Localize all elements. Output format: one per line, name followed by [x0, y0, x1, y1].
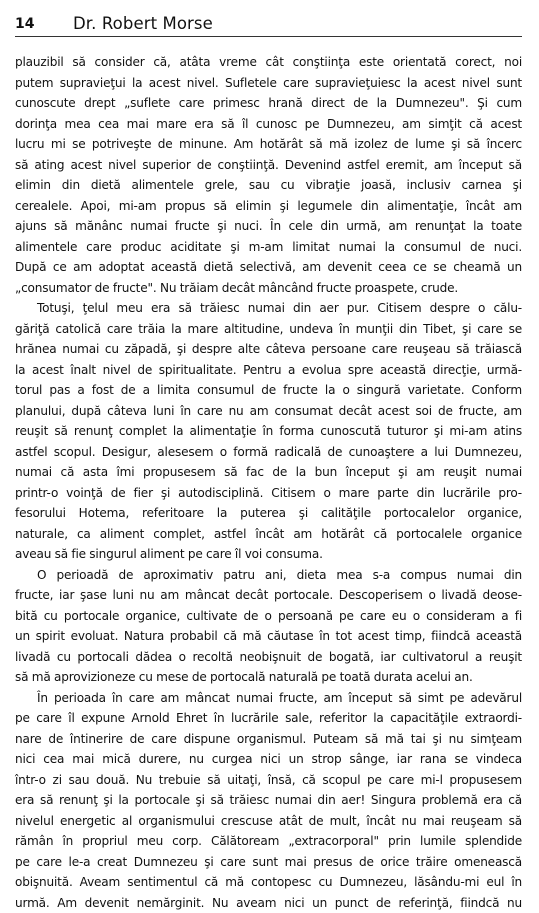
text-line: După ce am adoptat această dietă selectivă, am devenit ceea ce se cheamă un: [15, 257, 522, 278]
text-line: la acest înalt nivel de spiritualitate. Pentru a evolua spre această direcţie, urmă-: [15, 360, 522, 381]
text-line: reuşit să renunţ complet la alimentaţie în forma cunoscută tuturor şi mi-am atins: [15, 421, 522, 442]
text-line: dorinţa mea cea mai mare era să îl cunosc pe Dumnezeu, am simţit că acest: [15, 114, 522, 135]
text-line: într-o zi sau două. Nu trebuie să uitaţi, însă, că scopul pe care mi-l propusesem: [15, 770, 522, 791]
text-line: să ating acest nivel superior de conştiinţă. Devenind astfel eremit, am început să: [15, 155, 522, 176]
text-line: să mă aprovizioneze cu mese de portocală naturală pe toată durata acelui an.: [15, 667, 522, 688]
text-line: cunoscute drept „suflete care primesc hrană direct de la Dumnezeu". Şi cum: [15, 93, 522, 114]
paragraph-1: [15, 52, 522, 298]
text-line: cerealele. Apoi, mi-am propus să elimin şi legumele din alimentaţie, încât am: [15, 196, 522, 217]
text-line: ajuns să mănânc numai fructe şi nuci. În cele din urmă, am renunţat la toate: [15, 216, 522, 237]
text-line: elimin din dietă alimentele grele, sau cu vibraţie joasă, inclusiv carnea şi: [15, 175, 522, 196]
text-line: numai că asta îmi propusesem să fac de la bun început şi am reuşit numai: [15, 462, 522, 483]
text-line: fructe, iar şase luni nu am mâncat decât portocale. Descoperisem o livadă deose-: [15, 585, 522, 606]
text-line: putem supravieţui la acest nivel. Sufletele care supravieţuiesc la acest nivel sunt: [15, 73, 522, 94]
text-line: „consumator de fructe". Nu trăiam decât mâncând fructe proaspete, crude.: [15, 278, 522, 299]
text-line: Totuşi, ţelul meu era să trăiesc numai din aer pur. Citisem despre o călu-: [15, 298, 522, 319]
header-rule: [15, 36, 522, 37]
text-line: planului, după câteva luni în care nu am consumat decât acest soi de fructe, am: [15, 401, 522, 422]
text-line: O perioadă de aproximativ patru ani, dieta mea s-a compus numai din: [15, 565, 522, 586]
page-number: 14: [15, 16, 34, 32]
text-line: lucru mi se potriveşte de minune. Am hotărât să mă izolez de lume şi să încerc: [15, 134, 522, 155]
text-line: alimentele care produc aciditate şi m-am limitat numai la consumul de nuci.: [15, 237, 522, 258]
text-line: obişnuită. Aveam sentimentul că mă contopesc cu Dumnezeu, lăsându-mi eul în: [15, 872, 522, 893]
text-line: nici cea mai mică durere, nu curgea nici un strop sânge, iar rana se vindeca: [15, 749, 522, 770]
running-head-author: Dr. Robert Morse: [73, 14, 213, 33]
paragraph-4: [15, 688, 522, 913]
text-line: rămân în propriul meu corp. Călătoream „extracorporal" prin lumile splendide: [15, 831, 522, 852]
text-line: aveau să fie singurul aliment pe care îl voi consuma.: [15, 544, 522, 565]
text-line: găriţă catolică care trăia la mare altitudine, undeva în munţii din Tibet, şi care se: [15, 319, 522, 340]
paragraph-3: [15, 565, 522, 688]
text-line: pe care îl expune Arnold Ehret în lucrările sale, referitor la capacităţile extraordi-: [15, 708, 522, 729]
text-line: naturale, ca aliment complet, astfel încât am hotărât că portocalele organice: [15, 524, 522, 545]
text-line: nare de întinerire de care dispune organismul. Puteam să mă tai şi nu simţeam: [15, 729, 522, 750]
text-line: livadă cu portocali dădea o recoltă neobişnuit de bogată, iar cultivatorul a reuşit: [15, 647, 522, 668]
text-line: torul pas a fost de a limita consumul de fructe la o singură varietate. Conform: [15, 380, 522, 401]
text-line: astfel scopul. Desigur, alesesem o formă radicală de cunoaştere a lui Dumnezeu,: [15, 442, 522, 463]
text-line: un spirit evoluat. Natura probabil că mă căutase în tot acest timp, fiindcă această: [15, 626, 522, 647]
paragraph-2: [15, 298, 522, 565]
page-header: [15, 6, 522, 36]
text-line: pe care le-a creat Dumnezeu şi care sunt mai presus de orice trăire omenească: [15, 852, 522, 873]
text-line: bită cu portocale organice, cultivate de o persoană pe care eu o consideram a fi: [15, 606, 522, 627]
text-line: printr-o voinţă de fier şi autodisciplină. Citisem o mare parte din lucrările pro-: [15, 483, 522, 504]
text-line: plauzibil să consider că, atâta vreme cât conştiinţa este orientată corect, noi: [15, 52, 522, 73]
body-text: [15, 52, 522, 784]
text-line: nivelul energetic al organismului crescuse atât de mult, încât nu mai reuşeam să: [15, 811, 522, 832]
text-line: era să renunţ şi la portocale şi să trăiesc numai din aer! Singura problemă era că: [15, 790, 522, 811]
text-line: urmă. Am devenit nemărginit. Nu aveam nici un punct de referinţă, fiindcă nu: [15, 893, 522, 913]
text-line: fesorului Hotema, referitoare la puterea şi calităţile portocalelor organice,: [15, 503, 522, 524]
text-line: În perioada în care am mâncat numai fructe, am început să simt pe adevărul: [15, 688, 522, 709]
text-line: hrănea numai cu zăpadă, şi despre alte câteva persoane care reuşeau să trăiască: [15, 339, 522, 360]
